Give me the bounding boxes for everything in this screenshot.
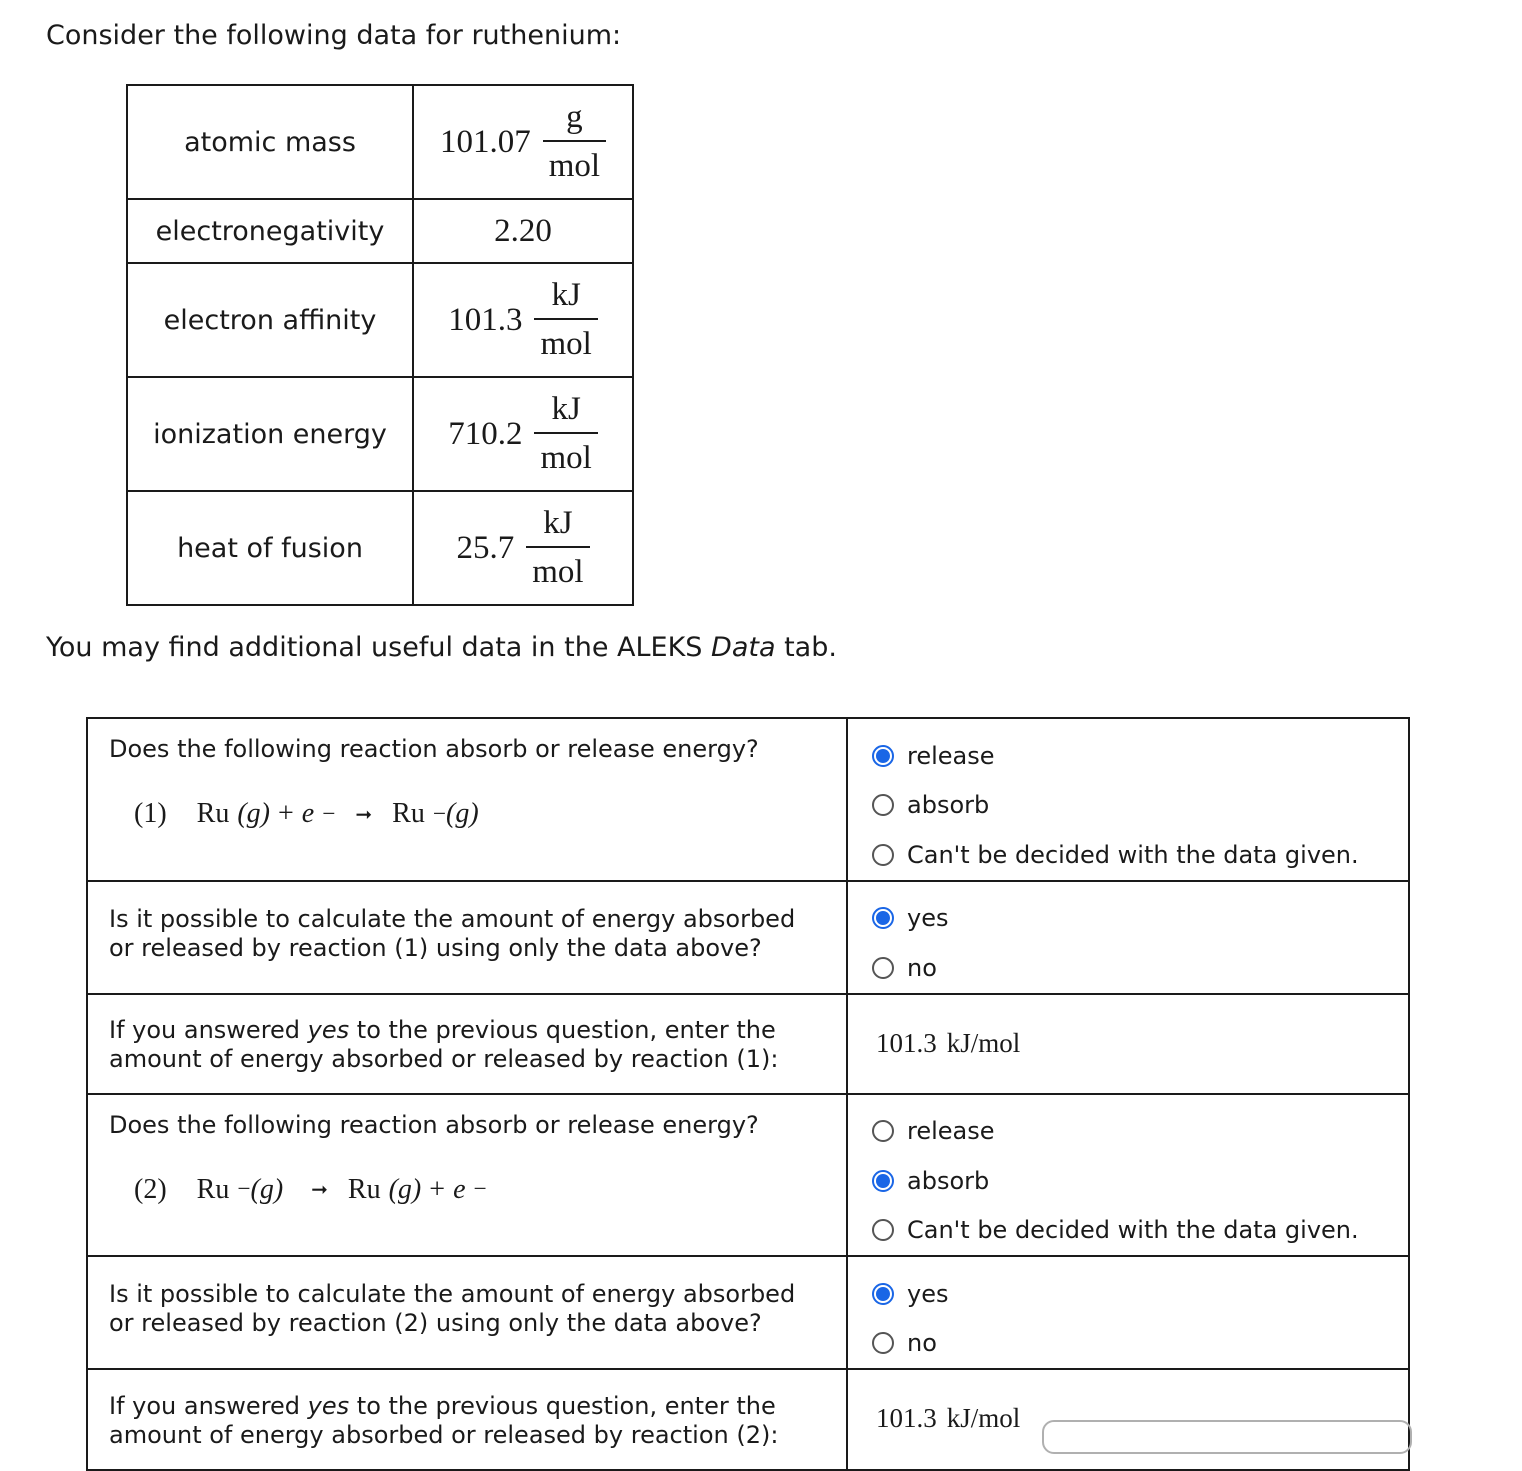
unit-numerator: kJ: [551, 391, 581, 427]
reaction-arrow-icon: ➞: [311, 1179, 328, 1201]
data-label: electron affinity: [127, 263, 413, 377]
data-row-electron-affinity: [127, 263, 633, 377]
unit-denominator: mol: [526, 546, 589, 589]
answer-unit: kJ/mol: [946, 1027, 1021, 1058]
unit-denominator: mol: [534, 432, 597, 475]
question-row-4: [87, 1094, 1409, 1257]
unit-denominator: mol: [543, 140, 606, 183]
radio-option-absorb[interactable]: absorb: [872, 781, 1408, 831]
data-value: 25.7: [456, 529, 515, 566]
data-value: 710.2: [448, 415, 523, 452]
answer-unit: kJ/mol: [946, 1403, 1021, 1433]
radio-button[interactable]: [872, 794, 894, 816]
radio-group-q4: [848, 1095, 1408, 1256]
data-row-atomic-mass: [127, 85, 633, 199]
question-text: Does the following reaction absorb or release energy?: [109, 1110, 759, 1139]
data-label: atomic mass: [127, 85, 413, 199]
question-text: Is it possible to calculate the amount of energy absorbed or released by reaction (1) using only the data above?: [109, 904, 796, 962]
radio-button[interactable]: [872, 907, 894, 929]
unit-numerator: kJ: [543, 505, 573, 541]
radio-button[interactable]: [872, 1170, 894, 1192]
data-value: 101.07: [439, 123, 531, 160]
intro-text: Consider the following data for ruthenium:: [46, 20, 622, 51]
element-data-table: [126, 84, 634, 606]
data-row-ionization-energy: [127, 377, 633, 491]
answer-value: 101.3: [876, 1403, 937, 1433]
radio-option-no[interactable]: no: [872, 1319, 1408, 1369]
radio-button[interactable]: [872, 1283, 894, 1305]
question-row-1: [87, 718, 1409, 881]
radio-option-release[interactable]: release: [872, 731, 1408, 781]
data-label: ionization energy: [127, 377, 413, 491]
data-label: heat of fusion: [127, 491, 413, 605]
data-row-heat-of-fusion: [127, 491, 633, 605]
reaction-1: (1) Ru (g) + e − ➞ Ru − (g): [134, 798, 479, 829]
radio-button[interactable]: [872, 1219, 894, 1241]
questions-table: [86, 717, 1410, 1471]
question-text: Does the following reaction absorb or release energy?: [109, 735, 759, 763]
answer-value: 101.3: [876, 1027, 937, 1058]
radio-option-yes[interactable]: yes: [872, 894, 1408, 944]
data-label: electronegativity: [127, 199, 413, 263]
radio-button[interactable]: [872, 844, 894, 866]
radio-option-yes[interactable]: yes: [872, 1269, 1408, 1319]
radio-option-cant-decide[interactable]: Can't be decided with the data given.: [872, 1206, 1408, 1256]
unit-denominator: mol: [534, 318, 597, 361]
radio-button[interactable]: [872, 1120, 894, 1142]
unit-numerator: g: [566, 99, 583, 135]
radio-button[interactable]: [872, 1332, 894, 1354]
unit-fraction: [534, 279, 597, 361]
reaction-2: (2) Ru − (g) ➞ Ru (g) + e −: [134, 1173, 487, 1205]
partially-visible-control[interactable]: [1042, 1420, 1412, 1454]
radio-group-q5: [848, 1257, 1408, 1368]
question-row-3: [87, 994, 1409, 1094]
radio-group-q2: [848, 882, 1408, 993]
radio-option-absorb[interactable]: absorb: [872, 1156, 1408, 1206]
reaction-arrow-icon: ➞: [355, 803, 373, 826]
data-value: 101.3: [448, 301, 523, 338]
radio-option-release[interactable]: release: [872, 1107, 1408, 1157]
data-tab-link-text: Data: [711, 632, 776, 663]
radio-button[interactable]: [872, 745, 894, 767]
unit-numerator: kJ: [551, 277, 581, 313]
answer-field-reaction-1[interactable]: [848, 995, 1408, 1059]
radio-option-no[interactable]: no: [872, 943, 1408, 993]
unit-fraction: [543, 101, 606, 183]
data-value: 2.20: [494, 212, 552, 249]
question-row-2: [87, 881, 1409, 994]
data-tab-note: You may find additional useful data in the ALEKS Data tab.: [46, 632, 837, 663]
question-text: If you answered yes to the previous question, enter the amount of energy absorbed or released by reaction (1):: [109, 1015, 779, 1073]
data-row-electronegativity: [127, 199, 633, 263]
radio-group-q1: [848, 719, 1408, 880]
unit-fraction: [526, 507, 589, 589]
question-text: If you answered yes to the previous question, enter the amount of energy absorbed or released by reaction (2):: [109, 1392, 779, 1449]
question-row-5: [87, 1256, 1409, 1369]
radio-button[interactable]: [872, 957, 894, 979]
radio-option-cant-decide[interactable]: Can't be decided with the data given.: [872, 830, 1408, 880]
question-text: Is it possible to calculate the amount of energy absorbed or released by reaction (2) using only the data above?: [109, 1280, 796, 1337]
unit-fraction: [534, 393, 597, 475]
